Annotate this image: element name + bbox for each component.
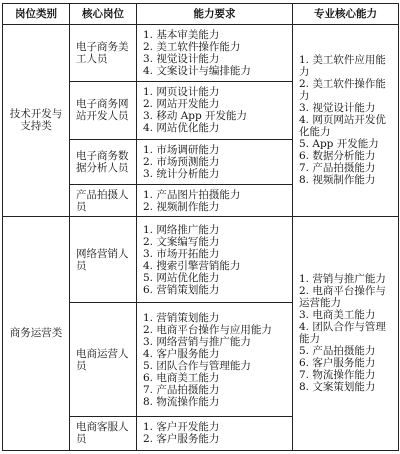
requirement-item: 3. 统计分析能力 xyxy=(143,167,220,180)
requirement-item: 4. 搜索引擎营销能力 xyxy=(143,259,241,272)
core-ability-item: 1. 美工软件应用能力 xyxy=(299,54,386,79)
position-cell: 网络营销人员 xyxy=(70,216,137,302)
requirement-item: 1. 网络推广能力 xyxy=(143,223,220,236)
requirement-item: 4. 网站优化能力 xyxy=(143,122,220,135)
requirement-item: 1. 市场调研能力 xyxy=(143,143,220,156)
requirement-item: 2. 视频制作能力 xyxy=(143,200,220,213)
requirement-item: 2. 网站开发能力 xyxy=(143,98,220,111)
table-row xyxy=(3,25,399,82)
category-cell-tech: 技术开发与支持类 xyxy=(3,25,70,217)
core-abilities-cell-business xyxy=(293,216,399,450)
core-ability-item: 2. 美工软件操作能力 xyxy=(299,78,386,103)
core-ability-item: 7. 物流操作能力 xyxy=(299,369,376,382)
requirement-item: 5. 团队合作与管理能力 xyxy=(143,359,251,372)
core-ability-item: 4. 团队合作与管理能力 xyxy=(299,321,386,346)
requirements-cell xyxy=(137,185,293,217)
position-cell: 电子商务网站开发人员 xyxy=(70,81,137,139)
requirement-item: 1. 网页设计能力 xyxy=(143,86,220,99)
header-core-abilities: 专业核心能力 xyxy=(293,4,399,25)
requirement-item: 1. 营销策划能力 xyxy=(143,311,220,324)
table-row xyxy=(3,216,399,302)
requirements-cell xyxy=(137,416,293,450)
competency-table xyxy=(2,3,399,451)
core-abilities-cell-tech xyxy=(293,25,399,217)
core-ability-item: 8. 文案策划能力 xyxy=(299,381,376,394)
requirement-item: 1. 客户开发能力 xyxy=(143,421,220,434)
requirement-item: 1. 产品图片拍摄能力 xyxy=(143,188,241,201)
requirement-item: 2. 文案编写能力 xyxy=(143,235,220,248)
requirement-item: 6. 营销策划能力 xyxy=(143,283,220,296)
position-cell: 电子商务美工人员 xyxy=(70,25,137,82)
core-ability-item: 6. 客户服务能力 xyxy=(299,357,376,370)
requirement-item: 1. 基本审美能力 xyxy=(143,28,220,41)
requirement-item: 2. 客户服务能力 xyxy=(143,433,220,446)
core-ability-item: 8. 视频制作能力 xyxy=(299,174,376,187)
requirements-cell xyxy=(137,303,293,417)
requirement-item: 5. 网站优化能力 xyxy=(143,271,220,284)
position-cell: 电子商务数据分析人员 xyxy=(70,139,137,184)
requirements-cell xyxy=(137,81,293,139)
header-category: 岗位类别 xyxy=(3,4,70,25)
requirement-item: 8. 物流操作能力 xyxy=(143,395,220,408)
core-ability-item: 3. 电商美工能力 xyxy=(299,309,376,322)
requirement-item: 3. 移动 App 开发能力 xyxy=(143,110,248,123)
requirement-item: 4. 文案设计与编排能力 xyxy=(143,64,251,77)
core-ability-item: 5. 产品拍摄能力 xyxy=(299,345,376,358)
requirements-cell xyxy=(137,139,293,184)
requirement-item: 7. 产品拍摄能力 xyxy=(143,383,220,396)
core-ability-item: 6. 数据分析能力 xyxy=(299,150,376,163)
position-cell: 电商客服人员 xyxy=(70,416,137,450)
header-row xyxy=(3,4,399,25)
header-position: 核心岗位 xyxy=(70,4,137,25)
core-ability-item: 2. 电商平台操作与运营能力 xyxy=(299,285,386,310)
requirement-item: 2. 美工软件操作能力 xyxy=(143,40,241,53)
requirements-cell xyxy=(137,216,293,302)
requirement-item: 3. 网络营销与推广能力 xyxy=(143,335,251,348)
core-ability-item: 7. 产品拍摄能力 xyxy=(299,162,376,175)
core-ability-item: 5. App 开发能力 xyxy=(299,138,379,151)
category-cell-business: 商务运营类 xyxy=(3,216,70,450)
core-ability-item: 4. 网页网站开发优化能力 xyxy=(299,114,386,139)
competency-table-wrap xyxy=(2,3,398,451)
position-cell: 电商运营人员 xyxy=(70,303,137,417)
requirement-item: 4. 客户服务能力 xyxy=(143,347,220,360)
requirement-item: 2. 电商平台操作与应用能力 xyxy=(143,323,272,336)
core-ability-item: 3. 视觉设计能力 xyxy=(299,102,376,115)
requirements-cell xyxy=(137,25,293,82)
requirement-item: 2. 市场预测能力 xyxy=(143,155,220,168)
requirement-item: 3. 视觉设计能力 xyxy=(143,52,220,65)
requirement-item: 3. 市场开拓能力 xyxy=(143,247,220,260)
position-cell: 产品拍摄人员 xyxy=(70,185,137,217)
requirement-item: 6. 电商美工能力 xyxy=(143,371,220,384)
core-ability-item: 1. 营销与推广能力 xyxy=(299,273,386,286)
header-requirements: 能力要求 xyxy=(137,4,293,25)
